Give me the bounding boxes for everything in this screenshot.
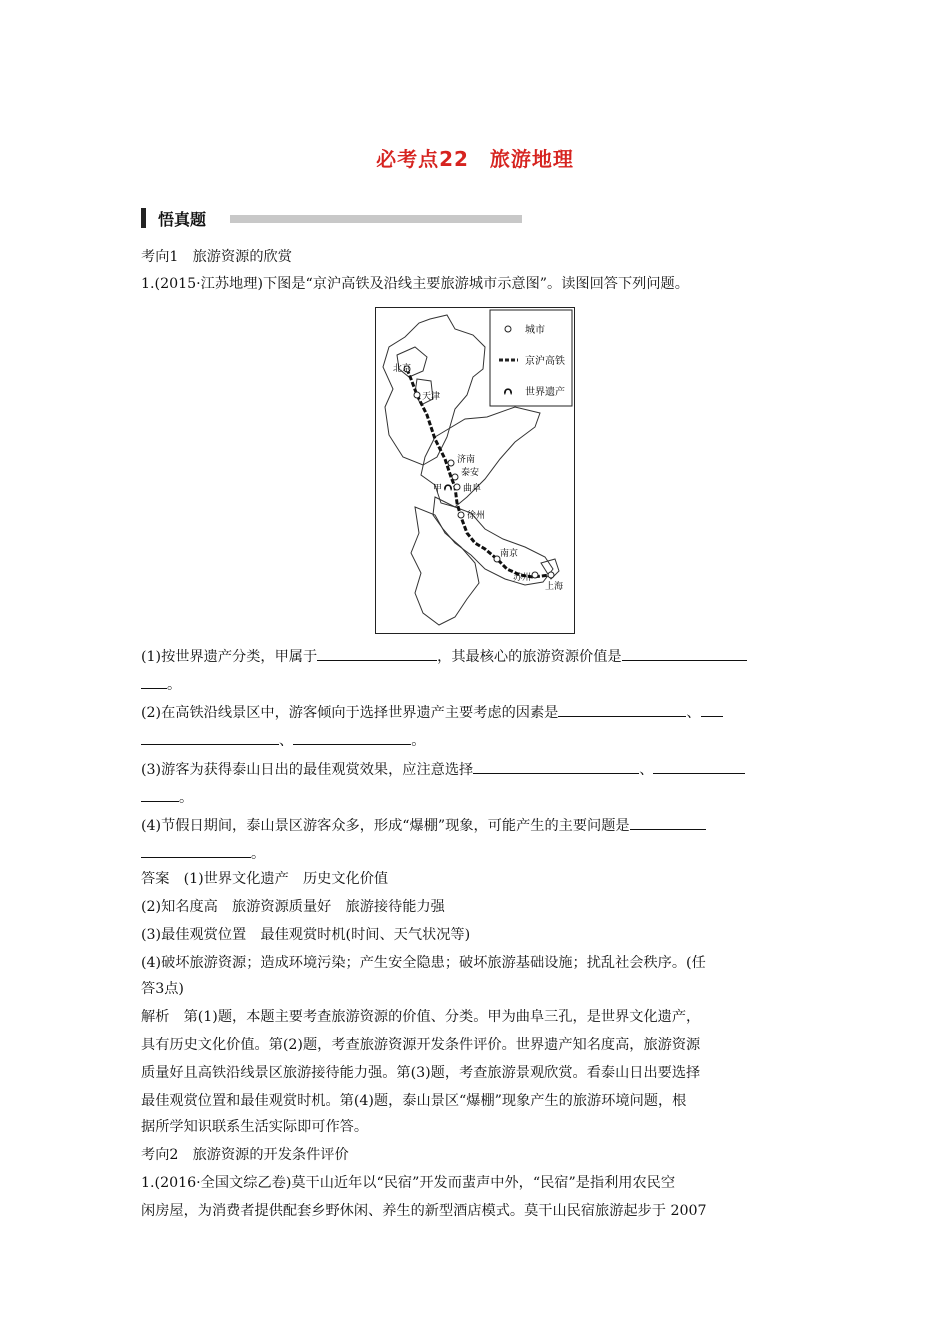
- question-1-part-4-cont: 。: [141, 843, 816, 864]
- city-tianjin-label: 天津: [422, 392, 441, 402]
- topic-heading-2: 考向2 旅游资源的开发条件评价: [141, 1147, 349, 1163]
- city-jinan-marker: [448, 460, 454, 466]
- city-nanjing-label: 南京: [500, 549, 519, 559]
- answer-line-2: (2)知名度高 旅游资源质量好 旅游接待能力强: [141, 899, 445, 915]
- question-1-part-3: (3)游客为获得泰山日出的最佳观赏效果，应注意选择 、: [141, 759, 816, 780]
- rail-map-figure: [375, 307, 575, 634]
- region-hebei: [383, 315, 485, 465]
- question-1-part-1-cont: 。: [141, 674, 816, 695]
- explanation-line-2: 具有历史文化价值。第(2)题，考查旅游资源开发条件评价。世界遗产知名度高，旅游资源: [141, 1037, 701, 1053]
- answer-blank[interactable]: [141, 674, 167, 689]
- answer-line-5: 答3点): [141, 981, 184, 997]
- question-1-part-1: (1)按世界遗产分类，甲属于 ，其最核心的旅游资源价值是: [141, 646, 816, 667]
- explanation-line-4: 最佳观赏位置和最佳观赏时机。第(4)题，泰山景区“爆棚”现象产生的旅游环境问题，根: [141, 1093, 687, 1109]
- answer-blank[interactable]: [653, 759, 745, 774]
- explanation-line-5: 据所学知识联系生活实际即可作答。: [141, 1119, 369, 1135]
- city-jinan-label: 济南: [457, 455, 476, 465]
- answer-blank[interactable]: [141, 787, 179, 802]
- city-shanghai-marker: [548, 572, 554, 578]
- answer-line-1: 答案 (1)世界文化遗产 历史文化价值: [141, 871, 389, 887]
- city-taian-label: 泰安: [461, 468, 480, 478]
- section-header: [141, 207, 206, 229]
- section-rule: [230, 215, 522, 223]
- legend-city-icon: [505, 326, 511, 332]
- question-1-intro: 1.(2015·江苏地理)下图是“京沪高铁及沿线主要旅游城市示意图”。读图回答下列问题。: [141, 276, 689, 292]
- answer-line-3: (3)最佳观赏位置 最佳观赏时机(时间、天气状况等): [141, 927, 471, 943]
- question-2-line-2: 闲房屋，为消费者提供配套乡野休闲、养生的新型酒店模式。莫干山民宿旅游起步于 2007: [141, 1203, 707, 1219]
- answer-blank[interactable]: [141, 843, 251, 858]
- heritage-jia-label: 甲: [433, 484, 443, 494]
- explanation-line-1: 解析 第(1)题，本题主要考查旅游资源的价值、分类。甲为曲阜三孔，是世界文化遗产，: [141, 1009, 701, 1025]
- answer-blank[interactable]: [141, 730, 279, 745]
- city-taian-marker: [452, 474, 458, 480]
- answer-blank[interactable]: [473, 759, 639, 774]
- city-suzhou-marker: [532, 572, 538, 578]
- city-suzhou-label: 苏州: [513, 573, 532, 583]
- city-qufu-marker: [454, 484, 460, 490]
- question-1-part-2-cont: 、 。: [141, 730, 816, 751]
- city-shanghai-label: 上海: [545, 582, 564, 592]
- city-qufu-label: 曲阜: [463, 484, 482, 494]
- section-label: 悟真题: [158, 209, 207, 229]
- question-1-part-2: (2)在高铁沿线景区中，游客倾向于选择世界遗产主要考虑的因素是 、: [141, 702, 816, 723]
- heritage-jia-icon: [444, 484, 452, 491]
- legend-heritage-label: 世界遗产: [525, 387, 565, 398]
- city-xuzhou-marker: [458, 512, 464, 518]
- city-beijing-label: 北京: [393, 364, 412, 374]
- answer-blank[interactable]: [293, 730, 411, 745]
- answer-blank[interactable]: [317, 646, 437, 661]
- topic-heading-1: 考向1 旅游资源的欣赏: [141, 249, 292, 265]
- answer-blank[interactable]: [630, 815, 706, 830]
- answer-line-4: (4)破坏旅游资源；造成环境污染；产生安全隐患；破坏旅游基础设施；扰乱社会秩序。(任: [141, 955, 706, 971]
- question-1-part-4: (4)节假日期间，泰山景区游客众多，形成“爆棚”现象，可能产生的主要问题是: [141, 815, 816, 836]
- question-1-part-3-cont: 。: [141, 787, 816, 808]
- region-anhui: [411, 507, 479, 625]
- page-title: 必考点22 旅游地理: [376, 147, 574, 171]
- answer-blank[interactable]: [622, 646, 747, 661]
- legend-city-label: 城市: [525, 325, 545, 336]
- legend-rail-label: 京沪高铁: [525, 356, 565, 367]
- answer-blank[interactable]: [701, 702, 723, 717]
- city-xuzhou-label: 徐州: [467, 511, 486, 521]
- answer-blank[interactable]: [558, 702, 686, 717]
- question-2-line-1: 1.(2016·全国文综乙卷)莫干山近年以“民宿”开发而蜚声中外，“民宿”是指利用农民空: [141, 1175, 676, 1191]
- section-marker: [141, 208, 146, 228]
- explanation-line-3: 质量好且高铁沿线景区旅游接待能力强。第(3)题，考查旅游景观欣赏。看泰山日出要选择: [141, 1065, 701, 1081]
- city-tianjin-marker: [414, 392, 420, 398]
